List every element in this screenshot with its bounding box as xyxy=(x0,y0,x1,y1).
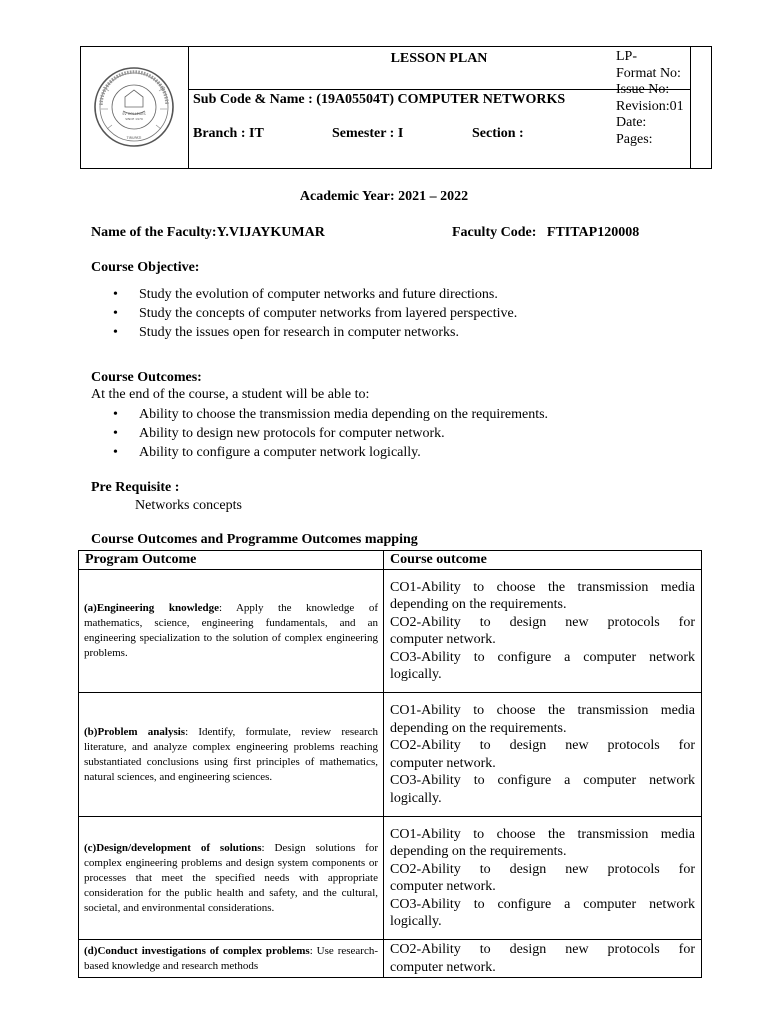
co-line: CO1-Ability to choose the transmission media xyxy=(390,579,695,595)
faculty-code-label: Faculty Code: xyxy=(452,225,537,240)
co-line: logically. xyxy=(390,914,442,929)
co-line: CO3-Ability to configure a computer network xyxy=(390,649,695,665)
lesson-plan-title: LESSON PLAN xyxy=(390,51,488,66)
program-outcome-cell xyxy=(79,570,384,693)
meta-revision: Revision:01 xyxy=(616,98,684,114)
co-line: CO2-Ability to design new protocols for xyxy=(390,942,695,957)
course-outcome-cell xyxy=(384,693,702,817)
co-line: depending on the requirements. xyxy=(390,597,567,612)
header-meta xyxy=(616,49,706,148)
meta-lp: LP- xyxy=(616,49,637,64)
course-outcomes-intro: At the end of the course, a student will be able to: xyxy=(91,387,370,402)
course-outcome-cell xyxy=(384,817,702,940)
prerequisite-text: Networks concepts xyxy=(135,498,242,513)
faculty-code: FTITAP120008 xyxy=(546,225,640,240)
po-text: : Apply the knowledge of mathematics, science, engineering fundamentals, and an engineering specialization to the solution of complex engineering problems. xyxy=(84,602,378,659)
program-outcome-cell xyxy=(79,940,384,978)
prerequisite-heading: Pre Requisite : xyxy=(91,480,180,495)
meta-pages: Pages: xyxy=(616,131,653,147)
po-label: (b)Problem analysis xyxy=(84,725,186,738)
co-line: CO2-Ability to design new protocols for xyxy=(390,861,695,877)
po-co-mapping-table xyxy=(78,550,702,978)
header-box xyxy=(80,46,712,169)
co-line: depending on the requirements. xyxy=(390,720,567,736)
co-line: depending on the requirements. xyxy=(390,844,567,859)
faculty-name: Y.VIJAYKUMAR xyxy=(216,225,325,240)
co-line: computer network. xyxy=(390,755,496,771)
po-text: : Design solutions for complex engineering problems and design system components or processes that meet the specified needs with appropriate consideration for the public health and safety, and the cultural, societal, and environmental considerations. xyxy=(84,841,378,914)
meta-issue-no: Issue No: xyxy=(616,82,670,97)
co-line: logically. xyxy=(390,790,442,806)
course-outcomes-list xyxy=(113,405,693,462)
table-header-row xyxy=(79,551,702,570)
col-header-course-outcome: Course outcome xyxy=(384,551,702,570)
list-item: • Study the concepts of computer networks from layered perspective. xyxy=(113,304,693,323)
table-row xyxy=(79,940,702,978)
co-line: computer network. xyxy=(390,959,496,975)
academic-year: Academic Year: 2021 – 2022 xyxy=(299,189,469,204)
section: Section : xyxy=(472,126,524,141)
co-line: CO3-Ability to configure a computer network xyxy=(390,896,695,912)
program-outcome-cell xyxy=(79,817,384,940)
po-label: (d)Conduct investigations of complex problems xyxy=(84,944,310,957)
meta-format-no: Format No: xyxy=(616,65,681,81)
co-line: CO1-Ability to choose the transmission media xyxy=(390,826,695,842)
course-objective-heading: Course Objective: xyxy=(91,260,200,275)
table-row xyxy=(79,693,702,817)
semester: Semester : I xyxy=(332,126,404,141)
course-outcomes-heading: Course Outcomes: xyxy=(91,370,202,385)
co-line: CO2-Ability to design new protocols for xyxy=(390,614,695,630)
course-outcome-cell xyxy=(384,940,702,978)
co-line: computer network. xyxy=(390,632,496,647)
svg-text:SV COLLEGES: SV COLLEGES xyxy=(122,112,146,116)
po-label: (a)Engineering knowledge xyxy=(84,602,219,614)
co-line: CO2-Ability to design new protocols for xyxy=(390,738,695,753)
sub-code-name: Sub Code & Name : (19A05504T) COMPUTER NETWORKS xyxy=(193,92,566,107)
college-seal-logo xyxy=(81,47,188,168)
program-outcome-cell xyxy=(79,693,384,817)
faculty-code-line xyxy=(452,225,639,241)
course-objective-list xyxy=(113,285,693,342)
faculty-name-label: Name of the Faculty: xyxy=(91,225,217,240)
po-label: (c)Design/development of solutions xyxy=(84,841,262,854)
col-header-program-outcome: Program Outcome xyxy=(79,551,384,570)
svg-text:SINCE 1979: SINCE 1979 xyxy=(125,117,143,121)
branch: Branch : IT xyxy=(193,126,264,141)
list-item: • Ability to choose the transmission media depending on the requirements. xyxy=(113,405,693,424)
table-row xyxy=(79,570,702,693)
co-line: CO1-Ability to choose the transmission media xyxy=(390,703,695,718)
meta-date: Date: xyxy=(616,115,647,130)
po-text: : Use research-based knowledge and research methods xyxy=(84,944,378,972)
header-divider xyxy=(188,89,690,90)
course-outcome-cell xyxy=(384,570,702,693)
table-row xyxy=(79,817,702,940)
list-item: • Ability to configure a computer network logically. xyxy=(113,443,693,462)
list-item: • Study the issues open for research in computer networks. xyxy=(113,323,693,342)
list-item: • Ability to design new protocols for computer network. xyxy=(113,424,693,443)
list-item: • Study the evolution of computer networks and future directions. xyxy=(113,285,693,304)
co-line: logically. xyxy=(390,667,442,682)
po-text: : Identify, formulate, review research literature, and analyze complex engineering problems reaching substantiated conclusions using first principles of mathematics, natural sciences, and engineering sciences. xyxy=(84,725,378,783)
mapping-heading: Course Outcomes and Programme Outcomes mapping xyxy=(91,532,418,547)
logo-cell xyxy=(81,47,189,168)
co-line: CO3-Ability to configure a computer network xyxy=(390,773,695,788)
faculty-name-line xyxy=(91,225,325,241)
svg-text:TIRUPATI: TIRUPATI xyxy=(126,136,142,140)
co-line: computer network. xyxy=(390,879,496,894)
